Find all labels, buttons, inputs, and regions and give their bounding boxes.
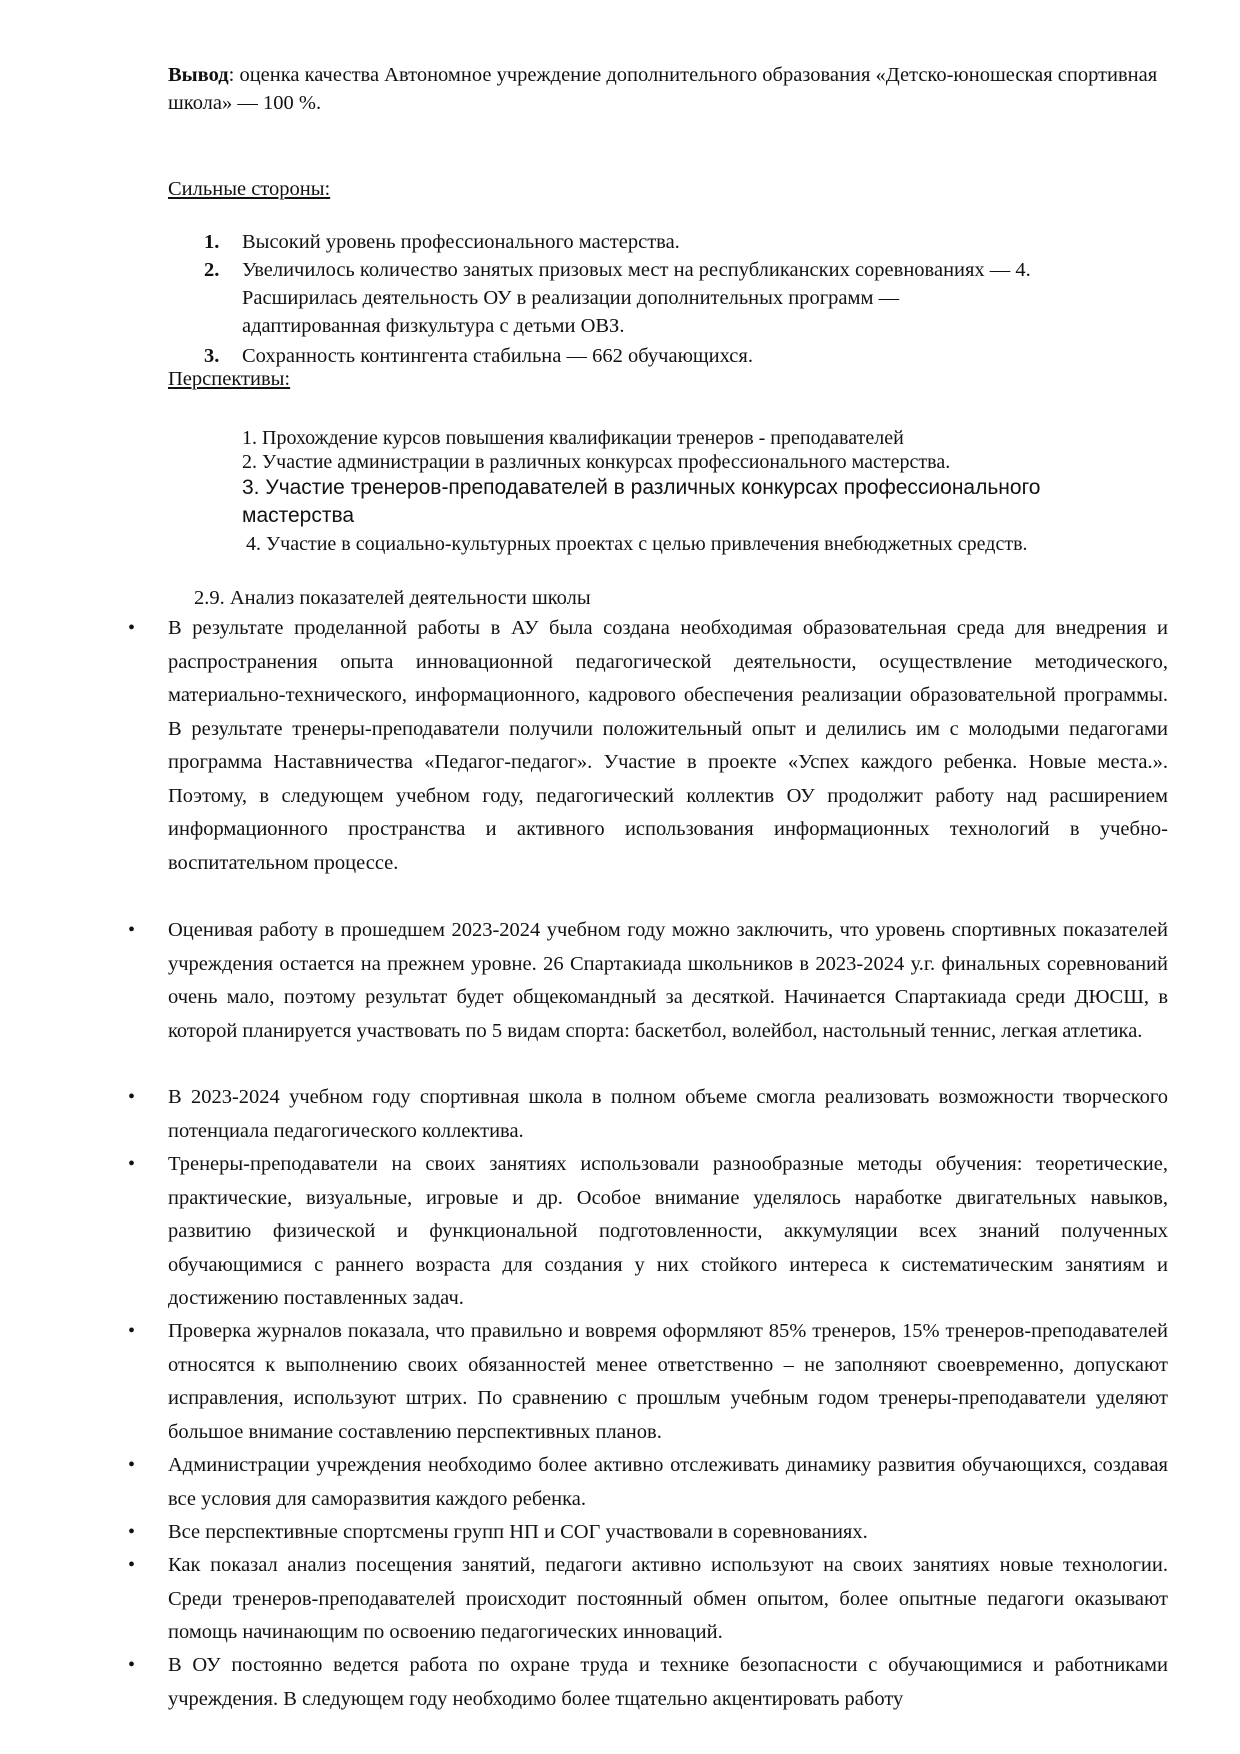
bullet-icon: •	[128, 1654, 136, 1676]
bullet-paragraph-5: Проверка журналов показала, что правильно и вовремя оформляют 85% тренеров, 15% тренеров-преподавателей относятся к выполнению своих обязанностей менее ответственно – не заполняют своевременно, допускают исправления, используют штрих. По сравнению с прошлым учебным годом тренеры-преподаватели уделяют большое внимание составлению перспективных планов.	[168, 1320, 1168, 1443]
conclusion-paragraph	[168, 61, 1168, 117]
bullet-paragraph-9: В ОУ постоянно ведется работа по охране труда и технике безопасности с обучающимися и работниками учреждения. В следующем году необходимо более тщательно акцентировать работу	[168, 1654, 1168, 1710]
prospect-item-3: 3. Участие тренеров-преподавателей в различных конкурсах профессионального	[242, 476, 1041, 499]
bullet-icon: •	[128, 1521, 136, 1543]
bullet-paragraph-1: В результате проделанной работы в АУ была создана необходимая образовательная среда для внедрения и распространения опыта инновационной педагогической деятельности, осуществление методического, материально-технического, информационного, кадрового обеспечения реализации образовательной программы. В результате тренеры-преподаватели получили положительный опыт и делились им с молодыми педагогами программа Наставничества «Педагог-педагог». Участие в проекте «Успех каждого ребенка. Новые места.». Поэтому, в следующем учебном году, педагогический коллектив ОУ продолжит работу над расширением информационного пространства и активного использования информационных технологий в учебно-воспитательном процессе.	[168, 617, 1168, 874]
strength-item-3: 3. Сохранность контингента стабильна — 662 обучающихся.	[204, 345, 753, 367]
bullet-paragraph-7: Все перспективные спортсмены групп НП и СОГ участвовали в соревнованиях.	[168, 1521, 868, 1543]
prospects-heading: Перспективы:	[168, 368, 291, 390]
bullet-icon: •	[128, 1153, 136, 1175]
prospect-item-3-line-2: мастерства	[242, 504, 355, 527]
strength-item-2: 2. Увеличилось количество занятых призовых мест на республиканских соревнованиях — 4.	[204, 259, 1031, 281]
strength-item-2-line-3: адаптированная физкультура с детьми ОВЗ.	[242, 315, 625, 337]
strengths-heading: Сильные стороны:	[168, 178, 331, 200]
prospect-item-2: 2. Участие администрации в различных конкурсах профессионального мастерства.	[242, 451, 951, 473]
bullet-icon: •	[128, 1320, 136, 1342]
conclusion-text: : оценка качества Автономное учреждение дополнительного образования «Детско-юношеская спортивная школа» — 100 %.	[168, 64, 1158, 114]
prospect-item-1: 1. Прохождение курсов повышения квалификации тренеров - преподавателей	[242, 427, 904, 449]
bullet-icon: •	[128, 1554, 136, 1576]
bullet-paragraph-4: Тренеры-преподаватели на своих занятиях использовали разнообразные методы обучения: теоретические, практические, визуальные, игровые и др. Особое внимание уделялось наработке двигательных навыков, развитию физической и функциональной подготовленности, аккумуляции всех знаний полученных обучающимися с раннего возраста для создания у них стойкого интереса к систематическим занятиям и достижению поставленных задач.	[168, 1153, 1168, 1309]
bullet-paragraph-2: Оценивая работу в прошедшем 2023-2024 учебном году можно заключить, что уровень спортивных показателей учреждения остается на прежнем уровне. 26 Спартакиада школьников в 2023-2024 у.г. финальных соревнований очень мало, поэтому результат будет общекомандный за десяткой. Начинается Спартакиада среди ДЮСШ, в которой планируется участвовать по 5 видам спорта: баскетбол, волейбол, настольный теннис, легкая атлетика.	[168, 919, 1168, 1042]
bullet-icon: •	[128, 617, 136, 639]
conclusion-label: Вывод	[168, 64, 229, 86]
bullet-paragraph-3: В 2023-2024 учебном году спортивная школа в полном объеме смогла реализовать возможности творческого потенциала педагогического коллектива.	[168, 1086, 1168, 1142]
strength-item-2-line-2: Расширилась деятельность ОУ в реализации дополнительных программ —	[242, 287, 900, 309]
bullet-paragraph-8: Как показал анализ посещения занятий, педагоги активно используют на своих занятиях новые технологии. Среди тренеров-преподавателей происходит постоянный обмен опытом, более опытные педагоги оказывают помощь начинающим по освоению педагогических инноваций.	[168, 1554, 1168, 1643]
bullet-icon: •	[128, 1086, 136, 1108]
bullet-paragraph-6: Администрации учреждения необходимо более активно отслеживать динамику развития обучающихся, создавая все условия для саморазвития каждого ребенка.	[168, 1454, 1168, 1510]
section-heading: 2.9. Анализ показателей деятельности школы	[194, 587, 591, 609]
bullet-icon: •	[128, 1454, 136, 1476]
bullet-icon: •	[128, 919, 136, 941]
prospect-item-4: 4. Участие в социально-культурных проектах с целью привлечения внебюджетных средств.	[246, 533, 1028, 555]
strength-item-1: 1. Высокий уровень профессионального мастерства.	[204, 231, 680, 253]
